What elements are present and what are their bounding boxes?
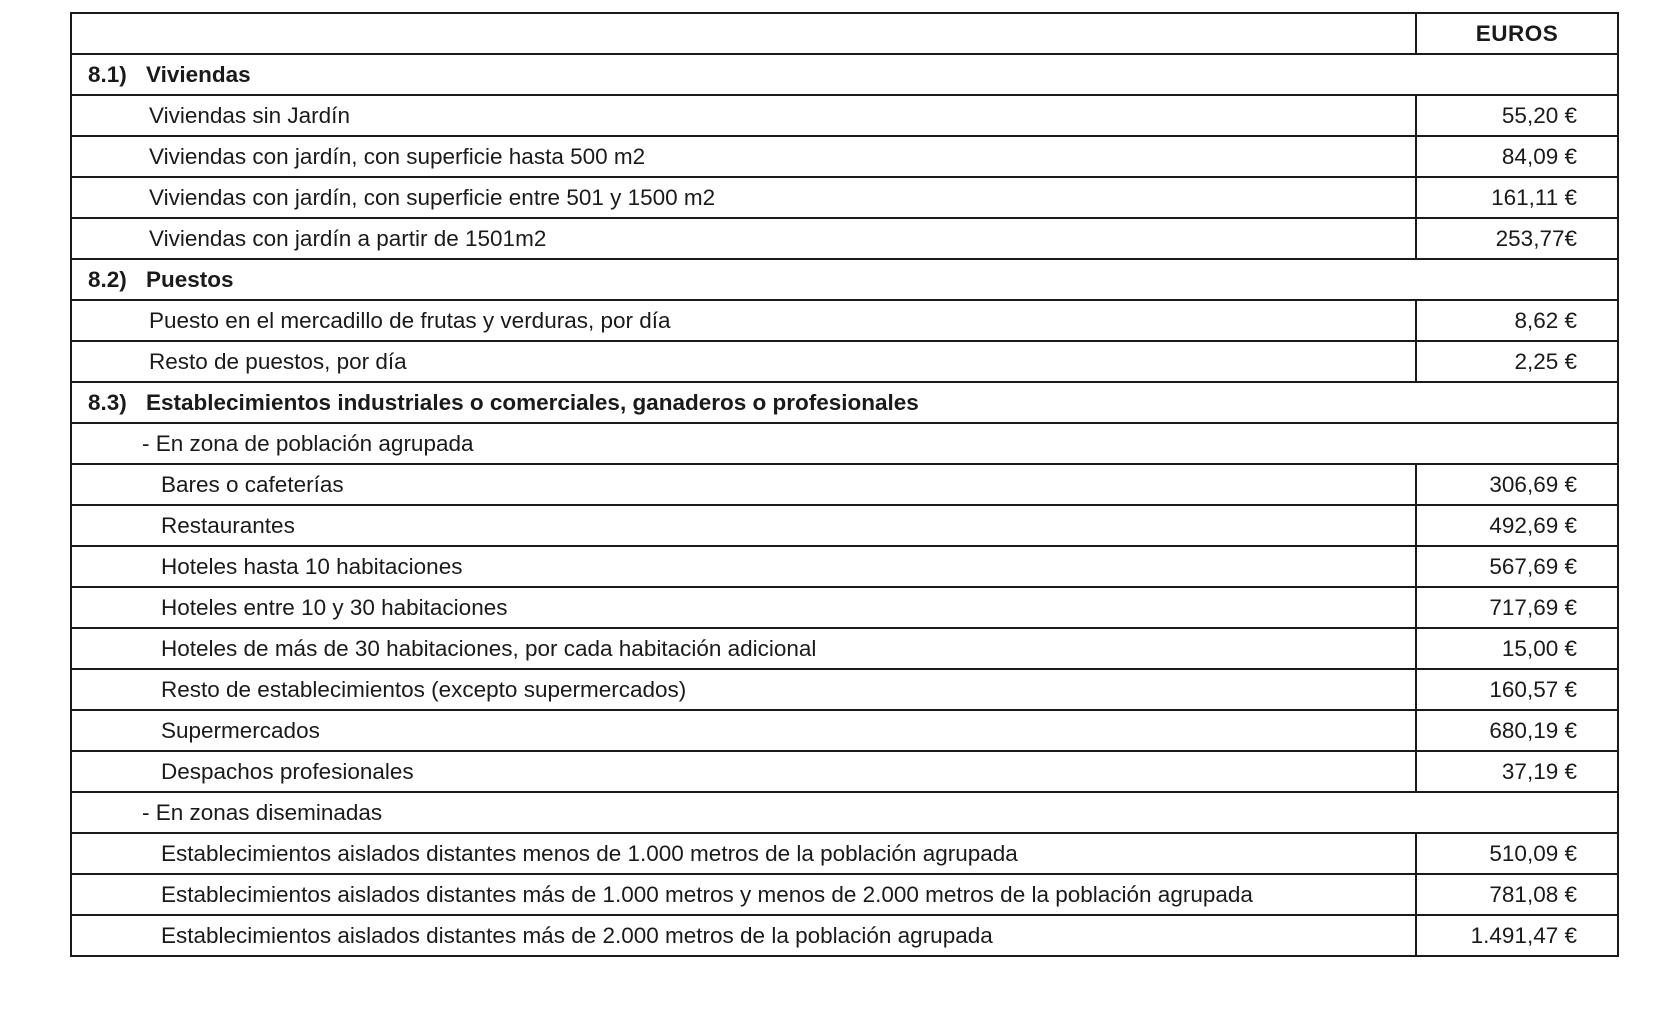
subsection-label: - En zona de población agrupada (71, 423, 1618, 464)
section-title: Puestos (146, 267, 234, 292)
section-title: Viviendas (146, 62, 251, 87)
tariff-row (71, 218, 1618, 259)
tariff-row (71, 751, 1618, 792)
section-heading (71, 54, 1618, 95)
item-description: Supermercados (71, 710, 1416, 751)
tariff-table (70, 12, 1619, 957)
item-price: 8,62 € (1416, 300, 1618, 341)
header-description-cell (71, 13, 1416, 54)
item-description: Restaurantes (71, 505, 1416, 546)
tariff-row (71, 300, 1618, 341)
item-description: Hoteles hasta 10 habitaciones (71, 546, 1416, 587)
section-row (71, 54, 1618, 95)
tariff-row (71, 628, 1618, 669)
item-price: 781,08 € (1416, 874, 1618, 915)
section-number: 8.3) (88, 390, 127, 415)
item-price: 160,57 € (1416, 669, 1618, 710)
item-description: Despachos profesionales (71, 751, 1416, 792)
section-number: 8.2) (88, 267, 127, 292)
item-description: Puesto en el mercadillo de frutas y verduras, por día (71, 300, 1416, 341)
item-description: Viviendas sin Jardín (71, 95, 1416, 136)
tariff-table-body (71, 13, 1618, 956)
header-row (71, 13, 1618, 54)
section-heading (71, 382, 1618, 423)
section-row (71, 382, 1618, 423)
tariff-row (71, 669, 1618, 710)
item-price: 84,09 € (1416, 136, 1618, 177)
item-description: Hoteles entre 10 y 30 habitaciones (71, 587, 1416, 628)
item-price: 55,20 € (1416, 95, 1618, 136)
section-number: 8.1) (88, 62, 127, 87)
section-title: Establecimientos industriales o comerciales, ganaderos o profesionales (146, 390, 919, 415)
item-price: 37,19 € (1416, 751, 1618, 792)
item-description: Viviendas con jardín, con superficie entre 501 y 1500 m2 (71, 177, 1416, 218)
item-price: 680,19 € (1416, 710, 1618, 751)
item-price: 492,69 € (1416, 505, 1618, 546)
tariff-row (71, 915, 1618, 956)
subsection-label: - En zonas diseminadas (71, 792, 1618, 833)
item-description: Bares o cafeterías (71, 464, 1416, 505)
section-row (71, 259, 1618, 300)
item-price: 567,69 € (1416, 546, 1618, 587)
header-euros-cell: EUROS (1416, 13, 1618, 54)
section-heading (71, 259, 1618, 300)
item-description: Resto de establecimientos (excepto supermercados) (71, 669, 1416, 710)
tariff-row (71, 710, 1618, 751)
item-price: 2,25 € (1416, 341, 1618, 382)
tariff-row (71, 546, 1618, 587)
subsection-row (71, 423, 1618, 464)
item-price: 15,00 € (1416, 628, 1618, 669)
tariff-row (71, 587, 1618, 628)
item-description: Hoteles de más de 30 habitaciones, por cada habitación adicional (71, 628, 1416, 669)
item-description: Establecimientos aislados distantes más de 2.000 metros de la población agrupada (71, 915, 1416, 956)
item-price: 510,09 € (1416, 833, 1618, 874)
item-description: Viviendas con jardín, con superficie hasta 500 m2 (71, 136, 1416, 177)
item-description: Resto de puestos, por día (71, 341, 1416, 382)
item-price: 717,69 € (1416, 587, 1618, 628)
item-price: 1.491,47 € (1416, 915, 1618, 956)
tariff-row (71, 341, 1618, 382)
item-price: 306,69 € (1416, 464, 1618, 505)
tariff-row (71, 505, 1618, 546)
item-price: 161,11 € (1416, 177, 1618, 218)
subsection-row (71, 792, 1618, 833)
tariff-row (71, 833, 1618, 874)
item-description: Viviendas con jardín a partir de 1501m2 (71, 218, 1416, 259)
tariff-row (71, 95, 1618, 136)
item-description: Establecimientos aislados distantes menos de 1.000 metros de la población agrupada (71, 833, 1416, 874)
item-description: Establecimientos aislados distantes más de 1.000 metros y menos de 2.000 metros de la población agrupada (71, 874, 1416, 915)
tariff-row (71, 874, 1618, 915)
tariff-row (71, 177, 1618, 218)
tariff-row (71, 464, 1618, 505)
item-price: 253,77€ (1416, 218, 1618, 259)
tariff-row (71, 136, 1618, 177)
